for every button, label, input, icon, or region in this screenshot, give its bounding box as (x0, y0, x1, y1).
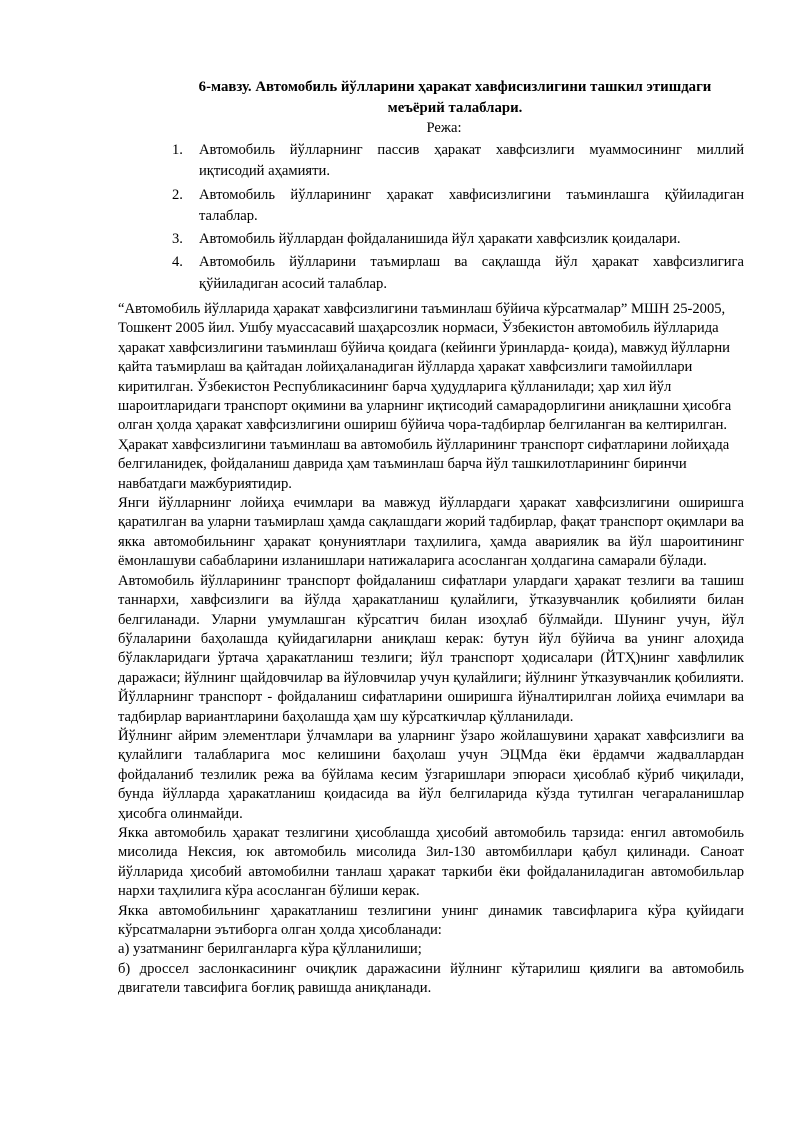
plan-item-number: 2. (172, 186, 183, 203)
body-paragraph: Автомобиль йўлларининг транспорт фойдаланиш сифатлари улардаги ҳаракат тезлиги ва ташиш таннархи, хавфсизлиги ва йўлда ҳаракатланиш қулайлиги, ўтказувчанлик қобилияти билан белгиланади. Уларни умумлашган кўрсатгич билан изоҳлаб бўлмайди. Шунинг учун, йўл бўлаларини баҳолашда қуйидагиларни аниқлаш керак: бутун йўл бўйича ва унинг алоҳида бўлакларидаги ўртача ҳаракатланиш тезлиги; йўл транспорт ҳодисалари (ЙТҲ)нинг хавфлилик даражаси; йўлнинг щайдовчилар ва йўловчилар учун қулайлиги; йўлнинг ўтказувчанлик қобилияти. Йўлларнинг транспорт - фойдаланиш сифатларини оширишга йўналтирилган лойиҳа ечимлари ва тадбирлар вариантларини баҳолашда ҳам шу кўрсаткичлар қўлланилади. (118, 572, 744, 725)
document-body (118, 300, 744, 999)
plan-list (172, 140, 744, 297)
page-title (118, 77, 792, 119)
plan-item-text: Автомобиль йўлларнинг пассив ҳаракат хавфсизлиги муаммосининг миллий иқтисодий аҳамияти. (199, 142, 744, 180)
plan-item (172, 140, 744, 183)
plan-item-number: 1. (172, 142, 183, 158)
body-paragraph: “Автомобиль йўлларида ҳаракат хавфсизлигини таъминлаш бўйича кўрсатмалар” МШН 25-2005, Тошкент 2005 йил. Ушбу муассасавий шаҳарсозлик нормаси, Ўзбекистон автомобиль йўлларида ҳаракат хавфсизлигини таъминлаш бўйича қоидага (кейинги ўринларда- қоида), мавжуд йўлларни қайта таъмирлаш ва қайтадан лойиҳаланадиган йўлларда ҳаракат хавфсизлиги тамойиллари киритилган. Ўзбекистон Республикасининг барча ҳудудларига қўлланилади; ҳар хил йўл шароитларидаги транспорт оқимини ва уларнинг иқтисодий самарадорлигини аниқлашни ҳисобга олган ҳолда ҳаракат хавфсизлигини ошириш бўйича чора-тадбирлар белгиланган ва келтирилган. Ҳаракат хавфсизлигини таъминлаш ва автомобиль йўлларининг транспорт сифатларини лойиҳада белгиланидек, фойдаланиш даврида ҳам таъминлаш барча йўл ташкилотларининг биринчи навбатдаги мажбуриятидир. (118, 301, 732, 492)
body-paragraph: Якка автомобиль ҳаракат тезлигини ҳисоблашда ҳисобий автомобиль тарзида: енгил автомобиль мисолида Нексия, юк автомобиль мисолида Зил-130 автомбиллари қабул қилинади. Саноат йўлларида ҳисобий автомобилни танлаш ҳаракат таркиби ёки фойдаланиладиган автомобильлар нархи таҳлилига кўра асосланган бўлиши керак. (118, 824, 744, 900)
body-paragraph: Якка автомобильнинг ҳаракатланиш тезлигини унинг динамик тавсифларига кўра қуйидаги кўрсатмаларни эътиборга олган ҳолда ҳисобланади: (118, 902, 744, 938)
plan-item-text: Автомобиль йўлларини таъмирлаш ва сақлашда йўл ҳаракат хавфсизлигига қўйиладиган асосий талаблар. (199, 254, 744, 292)
body-paragraph: б) дроссел заслонкасининг очиқлик даражасини йўлнинг кўтарилиш қиялиги ва автомобиль двигатели тавсифига боғлиқ равишда аниқланади. (118, 960, 744, 997)
plan-item-text: Автомобиль йўлларининг ҳаракат хавфисизлигини таъминлашга қўйиладиган талаблар. (199, 186, 744, 224)
plan-item-number: 4. (172, 254, 183, 271)
body-paragraph: Янги йўлларнинг лойиҳа ечимлари ва мавжуд йўллардаги ҳаракат хавфсизлигини оширишга қаратилган ва уларни таъмирлаш ҳамда сақлашдаги жорий тадбирлар, фақат транспорт оқимлари ва якка автомобильнинг ҳаракат қонуниятлари таҳлилига, ҳамда авариялик ва йўл шароитининг ёмонлашуви сабабларини изланишлари натижаларига асосланган ҳолдагина самарали бўлади. (118, 495, 744, 570)
body-paragraph: а) узатманинг берилганларга кўра қўлланилиши; (118, 941, 422, 958)
plan-item (172, 252, 744, 295)
title-line-1: 6-мавзу. Автомобиль йўлларини ҳаракат хавфисизлигини ташкил этишдаги (198, 79, 712, 95)
body-paragraph: Йўлнинг айрим элементлари ўлчамлари ва уларнинг ўзаро жойлашувини ҳаракат хавфсизлиги ва қулайлиги талабларига мос келишини баҳолаш учун ЭЦМда ёки ёрдамчи жадваллардан фойдаланиб тезлилик режа ва бўйлама кесим ўзгаришлари эпюраси ҳисоблаб кўриб чиқилади, бунда йўлларда ҳаракатланиш қоидасида ва йўл белгиларида кўзда тутилган чегараланишлар ҳисобга олинмайди. (118, 727, 744, 822)
plan-item (172, 229, 744, 250)
plan-heading: Режа: (426, 120, 462, 136)
plan-item-text: Автомобиль йўллардан фойдаланишида йўл ҳаракати хавфсизлик қоидалари. (199, 231, 681, 248)
plan-item-number: 3. (172, 231, 183, 248)
plan-item (172, 185, 744, 228)
title-line-2: меъёрий талаблари. (387, 100, 523, 116)
